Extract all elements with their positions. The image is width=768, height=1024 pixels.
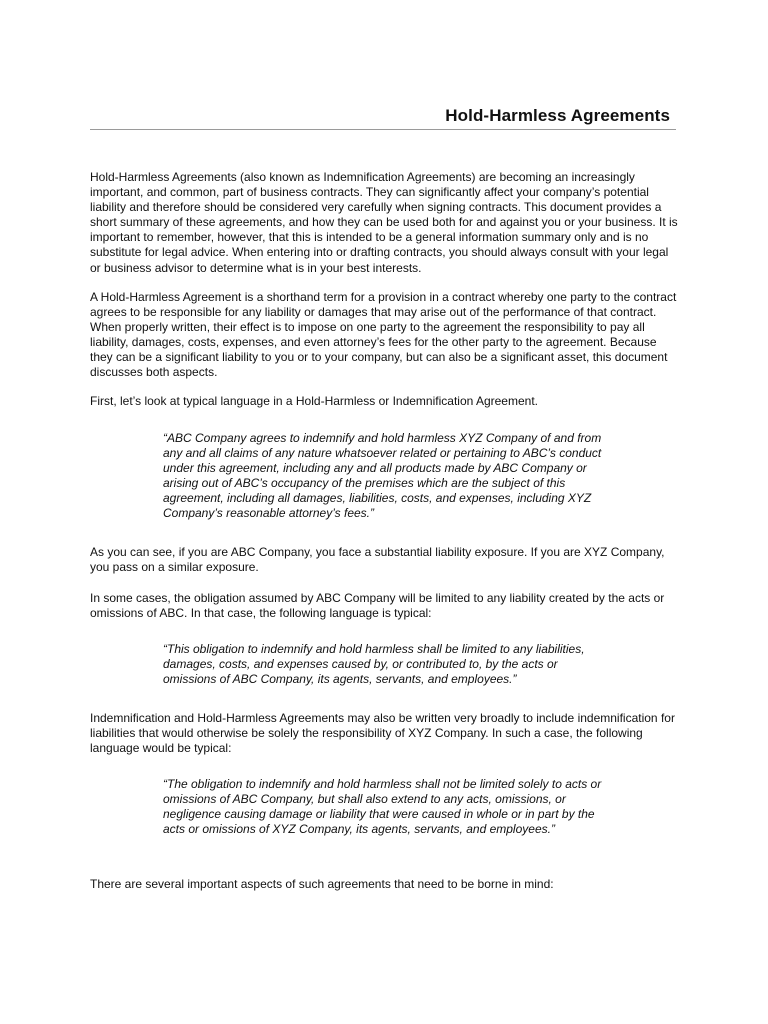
paragraph-limited-obligation: In some cases, the obligation assumed by ABC Company will be limited to any liability created by the acts or omissions of ABC. In that case, the following language is typical: [90,591,665,621]
quote-broad-obligation: “The obligation to indemnify and hold harmless shall not be limited solely to acts or omissions of ABC Company, but shall also extend to any acts, omissions, or negligence causing damage or liability that were caused in whole or in part by the acts or omissions of XYZ Company, its agents, servants, and employees.” [163,777,602,837]
paragraph-definition: A Hold-Harmless Agreement is a shorthand term for a provision in a contract whereby one party to the contract agrees to be responsible for any liability or damages that may arise out of the performance of that contract. When properly written, their effect is to impose on one party to the agreement the responsibility to pay all liability, damages, costs, expenses, and even attorney’s fees for the other party to the agreement. Because they can be a significant liability to you or to your company, but can also be a significant asset, this document discusses both aspects. [90,290,677,380]
paragraph-intro: Hold-Harmless Agreements (also known as Indemnification Agreements) are becoming an increasingly important, and common, part of business contracts. They can significantly affect your company’s potential liability and therefore should be considered very carefully when signing contracts. This document provides a short summary of these agreements, and how they can be used both for and against you or your business. It is important to remember, however, that this is intended to be a general information summary only and is no substitute for legal advice. When entering into or drafting contracts, you should always consult with your legal or business advisor to determine what is in your best interests. [90,170,678,275]
paragraph-important-aspects: There are several important aspects of such agreements that need to be borne in mind: [90,877,554,891]
paragraph-exposure: As you can see, if you are ABC Company, you face a substantial liability exposure. If you are XYZ Company, you pass on a similar exposure. [90,545,665,575]
quote-indemnify-example: “ABC Company agrees to indemnify and hold harmless XYZ Company of and from any and all claims of any nature whatsoever related or pertaining to ABC’s conduct under this agreement, including any and all products made by ABC Company or arising out of ABC’s occupancy of the premises which are the subject of this agreement, including all damages, liabilities, costs, and expenses, including XYZ Company’s reasonable attorney’s fees.” [163,431,602,521]
title-divider [90,129,676,130]
paragraph-typical-language: First, let’s look at typical language in a Hold-Harmless or Indemnification Agreement. [90,394,538,408]
page-title: Hold-Harmless Agreements [445,106,670,125]
paragraph-broad-indemnification: Indemnification and Hold-Harmless Agreements may also be written very broadly to include indemnification for liabilities that would otherwise be solely the responsibility of XYZ Company. In such a case, the following language would be typical: [90,711,675,756]
quote-limited-obligation: “This obligation to indemnify and hold harmless shall be limited to any liabilities, damages, costs, and expenses caused by, or contributed to, by the acts or omissions of ABC Company, its agents, servants, and employees.” [163,642,585,687]
